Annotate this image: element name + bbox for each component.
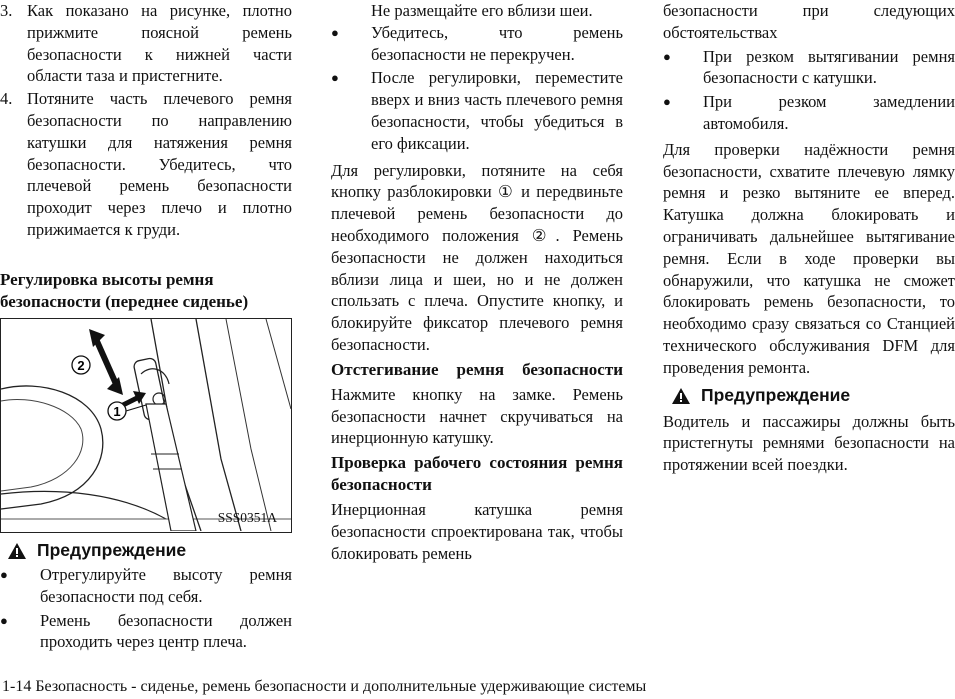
bullet-text: При резком замедлении автомобиля. (703, 92, 955, 133)
seatbelt-figure (0, 318, 292, 533)
bullet-dot-icon: ● (0, 567, 8, 582)
paragraph: Нажмите кнопку на замке. Ремень безопасности начнет скручиваться на инерционную катушку. (331, 384, 623, 448)
warning-icon (671, 387, 691, 405)
svg-text:2: 2 (77, 358, 85, 373)
heading-text: Отстегивание ремня безопасности (331, 359, 623, 379)
bullet-item (0, 564, 292, 608)
bullet-text: Отрегулируйте высоту ремня безопасности под себя. (40, 565, 292, 606)
column-1 (0, 0, 292, 311)
step-3 (0, 0, 292, 87)
warning-heading (0, 538, 292, 564)
bullet-item (331, 22, 623, 66)
bullet-text: Убедитесь, что ремень безопасности не перекручен. (371, 22, 623, 64)
paragraph: Инерционная катушка ремня безопасности спроектирована так, чтобы блокировать ремень (331, 500, 623, 563)
bullet-text: После регулировки, переместите вверх и вниз часть плечевого ремня безопасности, чтобы убедиться в его фиксации. (371, 68, 623, 153)
bullet-text: При резком вытягивании ремня безопасности с катушки. (703, 46, 955, 88)
seatbelt-illustration (1, 319, 291, 531)
column-1-warning (0, 538, 292, 653)
bullet-item (663, 91, 955, 135)
step-text: Потяните часть плечевого ремня безопасности по направлению катушки для натяжения ремня безопасности. Убедитесь, что плечевой ремень безопасности проходит через плечо и плотно прижимается к груди. (27, 89, 292, 239)
warning-title: Предупреждение (37, 540, 187, 561)
bullet-text: Ремень безопасности должен проходить через центр плеча. (40, 610, 292, 652)
continued-text: безопасности при следующих обстоятельствах (663, 1, 955, 42)
paragraph: Для проверки надёжности ремня безопасности, схватите плечевую лямку ремня и резко вытяните ее вперед. Катушка должна блокировать и ограничивать дальнейшее вытягивание ремня. Если в ходе проверки вы обнаружили, что катушка не сможет блокировать ремень безопасности, то необходимо сразу связаться со Станцией технического обслуживания DFM для проведения ремонта. (663, 139, 955, 377)
figure-label: SSS0351A (217, 510, 277, 525)
bullet-dot-icon: ● (663, 48, 671, 64)
bullet-dot-icon: ● (331, 70, 339, 86)
section-heading-height-adjust: Регулировка высоты ремня безопасности (переднее сиденье) (0, 270, 249, 311)
bullet-dot-icon: ● (663, 94, 671, 110)
bullet-item (663, 46, 955, 90)
section-heading-unbuckle (331, 359, 623, 381)
step-4 (0, 88, 292, 241)
paragraph: Для регулировки, потяните на себя кнопку разблокировки ① и передвиньте плечевой ремень безопасности до необходимого положения ②. Ремень безопасности не должен находиться вблизи лица и шеи, но и не должен спользать с плеча. Опустите кнопку, и блокируйте фиксатор плечевого ремня безопасности. (331, 160, 623, 354)
step-number: 4. (0, 89, 13, 109)
svg-text:1: 1 (113, 404, 121, 419)
bullet-dot-icon: ● (331, 24, 339, 40)
step-number: 3. (0, 1, 13, 20)
bullet-item (331, 67, 623, 154)
column-3 (663, 0, 955, 476)
continued-text: Не размещайте его вблизи шеи. (371, 1, 593, 20)
bullet-item (0, 610, 292, 654)
paragraph: Водитель и пассажиры должны быть пристегнуты ремнями безопасности на протяжении всей поездки. (663, 411, 955, 475)
page-footer: 1-14 Безопасность - сиденье, ремень безопасности и дополнительные удерживающие системы (2, 678, 647, 695)
column-2 (331, 0, 623, 565)
warning-heading (663, 383, 955, 409)
warning-icon (7, 542, 27, 560)
section-heading-check: Проверка рабочего состояния ремня безопасности (331, 453, 623, 495)
bullet-dot-icon: ● (0, 612, 8, 628)
warning-title: Предупреждение (701, 384, 851, 405)
step-text: Как показано на рисунке, плотно прижмите поясной ремень безопасности к нижней части области таза и пристегните. (27, 1, 292, 86)
